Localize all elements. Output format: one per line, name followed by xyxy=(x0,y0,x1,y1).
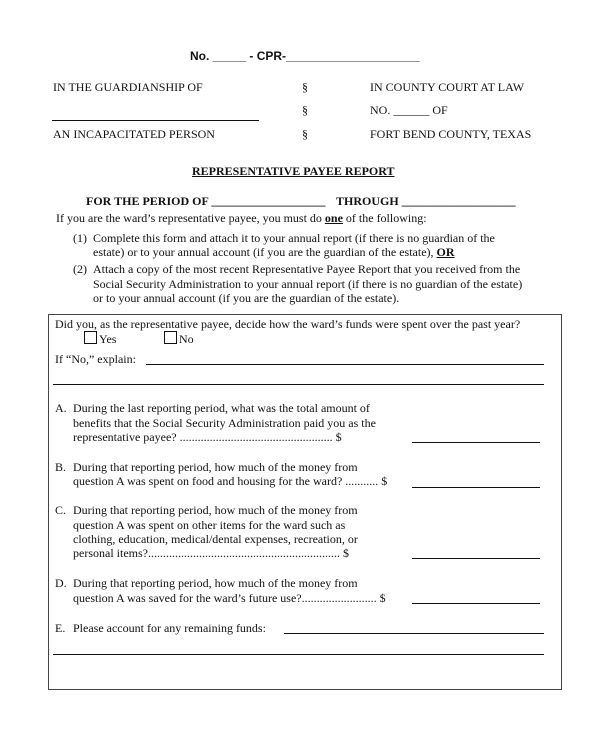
question-e-line-1: Please account for any remaining funds: xyxy=(73,621,266,635)
question-c-line-3: clothing, education, medical/dental expenses, recreation, or xyxy=(73,532,358,546)
question-a-letter: A. xyxy=(55,401,67,415)
question-a-amount-line[interactable] xyxy=(412,442,540,443)
no-label: No xyxy=(179,332,194,346)
or-label: OR xyxy=(436,245,455,259)
option-2-number: (2) xyxy=(73,262,87,276)
explain-line-2[interactable] xyxy=(53,384,544,385)
intro-before: If you are the ward’s representative payee, you must do xyxy=(56,211,325,225)
question-b-letter: B. xyxy=(55,460,67,474)
option-1-line-1: Complete this form and attach it to your annual report (if there is no guardian of the xyxy=(93,231,495,245)
option-1-line-2 xyxy=(93,245,455,260)
period-from[interactable]: FOR THE PERIOD OF ___________________ xyxy=(86,194,326,208)
no-option[interactable] xyxy=(164,331,194,347)
yes-checkbox[interactable] xyxy=(84,331,97,344)
yes-option[interactable] xyxy=(84,331,116,347)
report-title: REPRESENTATIVE PAYEE REPORT xyxy=(192,164,395,178)
explain-label: If “No,” explain: xyxy=(55,352,136,366)
case-number[interactable]: No. _____ - CPR-____________________ xyxy=(190,49,420,63)
question-c-line-1: During that reporting period, how much of the money from xyxy=(73,503,358,517)
question-c-letter: C. xyxy=(55,503,67,517)
question-e-line-2-field[interactable] xyxy=(53,654,544,655)
decide-question: Did you, as the representative payee, decide how the ward’s funds were spent over the past year? xyxy=(55,317,521,331)
section-symbol-1: § xyxy=(302,80,308,94)
option-2-line-3: or to your annual account (if you are the guardian of the estate). xyxy=(93,291,400,305)
question-d-amount-line[interactable] xyxy=(412,603,540,604)
option-2-line-1: Attach a copy of the most recent Representative Payee Report that you received from the xyxy=(93,262,521,276)
question-a-line-2: benefits that the Social Security Administration paid you as the xyxy=(73,416,376,430)
period-through[interactable]: THROUGH ___________________ xyxy=(336,194,516,208)
intro-emphasis: one xyxy=(324,211,343,225)
incapacitated-label: AN INCAPACITATED PERSON xyxy=(53,127,215,141)
intro-after: of the following: xyxy=(342,211,427,225)
intro-text xyxy=(56,211,427,226)
county-label: FORT BEND COUNTY, TEXAS xyxy=(370,127,532,141)
question-b-amount-line[interactable] xyxy=(412,487,540,488)
explain-line-1[interactable] xyxy=(146,364,544,365)
guardianship-label: IN THE GUARDIANSHIP OF xyxy=(53,80,203,94)
question-b-line-1: During that reporting period, how much of the money from xyxy=(73,460,358,474)
question-b-line-2: question A was spent on food and housing for the ward? ........... $ xyxy=(73,474,388,488)
question-e-letter: E. xyxy=(55,621,66,635)
question-d-line-2: question A was saved for the ward’s future use?......................... $ xyxy=(73,591,386,605)
section-symbol-3: § xyxy=(302,127,308,141)
question-a-line-3: representative payee? ................................................... $ xyxy=(73,430,342,444)
yes-label: Yes xyxy=(99,332,117,346)
option-1-number: (1) xyxy=(73,231,87,245)
section-symbol-2: § xyxy=(302,103,308,117)
court-label: IN COUNTY COURT AT LAW xyxy=(370,80,525,94)
question-c-line-4: personal items?................................................................ $ xyxy=(73,546,349,560)
question-c-line-2: question A was spent on other items for the ward such as xyxy=(73,518,346,532)
question-a-line-1: During the last reporting period, what was the total amount of xyxy=(73,401,370,415)
question-d-line-1: During that reporting period, how much of the money from xyxy=(73,576,358,590)
question-e-line-1-field[interactable] xyxy=(284,633,544,634)
option-1-line-2-text: estate) or to your annual account (if you are the guardian of the estate), xyxy=(93,245,434,259)
question-c-amount-line[interactable] xyxy=(412,558,540,559)
question-d-letter: D. xyxy=(55,576,67,590)
no-checkbox[interactable] xyxy=(164,331,177,344)
court-number[interactable]: NO. ______ OF xyxy=(370,103,448,117)
option-2-line-2: Social Security Administration to your annual report (if there is no guardian of the estate) xyxy=(93,277,523,291)
ward-name-line[interactable] xyxy=(52,120,259,121)
